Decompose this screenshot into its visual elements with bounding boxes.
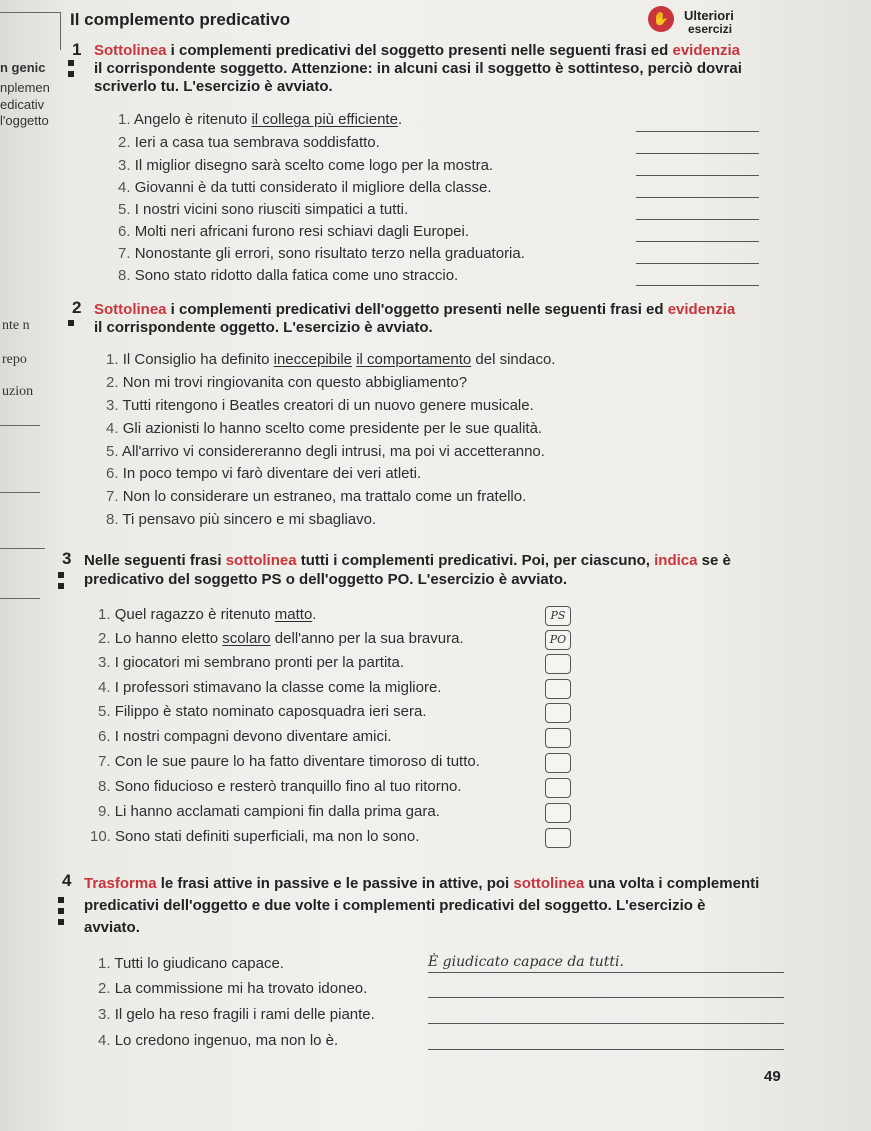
- difficulty-dot: [58, 897, 64, 903]
- instruction-line: predicativo del soggetto PS o dell'oggetto PO. L'esercizio è avviato.: [84, 571, 568, 588]
- exercise-item: 9. Li hanno acclamati campioni fin dalla prima gara.: [98, 803, 440, 820]
- exercise-item: 6. Molti neri africani furono resi schiavi dagli Europei.: [118, 223, 470, 240]
- answer-line[interactable]: [636, 263, 759, 264]
- answer-line[interactable]: [636, 153, 759, 154]
- answer-line[interactable]: [428, 1023, 784, 1024]
- exercise-item: 1. Tutti lo giudicano capace.: [98, 955, 284, 972]
- answer-box[interactable]: [545, 654, 571, 674]
- answer-line[interactable]: [636, 285, 759, 286]
- exercise-item: 2. Non mi trovi ringiovanita con questo abbigliamento?: [106, 374, 468, 391]
- exercise-item: 1. Angelo è ritenuto il collega più efficiente.: [118, 111, 403, 128]
- exercise-item: 6. In poco tempo vi farò diventare dei veri atleti.: [106, 465, 422, 482]
- answer-box[interactable]: PS: [545, 606, 571, 626]
- instruction-line: Sottolinea i complementi predicativi del soggetto presenti nelle seguenti frasi ed evidenzia: [94, 42, 741, 59]
- instruction-line: Sottolinea i complementi predicativi dell'oggetto presenti nelle seguenti frasi ed evidenzia: [94, 301, 736, 318]
- margin-fragment: edicativ: [0, 97, 45, 112]
- answer-line[interactable]: [636, 197, 759, 198]
- exercise-number: 4: [62, 871, 72, 890]
- margin-fragment: uzion: [2, 384, 34, 399]
- difficulty-dot: [58, 919, 64, 925]
- answer-line[interactable]: [428, 1049, 784, 1050]
- margin-fragment: n genic: [0, 60, 46, 75]
- exercise-item: 8. Sono stato ridotto dalla fatica come uno straccio.: [118, 267, 459, 284]
- answer-line[interactable]: [428, 997, 784, 998]
- exercise-item: 7. Non lo considerare un estraneo, ma trattalo come un fratello.: [106, 488, 527, 505]
- margin-fragment: nte n: [2, 318, 30, 333]
- difficulty-dot: [68, 71, 74, 77]
- answer-box[interactable]: PO: [545, 630, 571, 650]
- exercise-item: 5. I nostri vicini sono riusciti simpatici a tutti.: [118, 201, 409, 218]
- margin-fragment: l'oggetto: [0, 113, 49, 128]
- exercise-item: 1. Il Consiglio ha definito ineccepibile il comportamento del sindaco.: [106, 351, 556, 368]
- difficulty-dot: [68, 320, 74, 326]
- margin-fragment: nplemen: [0, 80, 50, 95]
- instruction-line: scriverlo tu. L'esercizio è avviato.: [94, 78, 333, 95]
- exercise-item: 4. I professori stimavano la classe come la migliore.: [98, 679, 442, 696]
- answer-box[interactable]: [545, 828, 571, 848]
- exercise-item: 2. La commissione mi ha trovato idoneo.: [98, 980, 368, 997]
- difficulty-dot: [58, 908, 64, 914]
- page-number: 49: [764, 1068, 781, 1085]
- exercise-item: 4. Lo credono ingenuo, ma non lo è.: [98, 1032, 339, 1049]
- margin-rule: [0, 425, 40, 426]
- instruction-line: avviato.: [84, 919, 140, 936]
- exercise-item: 4. Giovanni è da tutti considerato il migliore della classe.: [118, 179, 492, 196]
- exercise-item: 5. Filippo è stato nominato caposquadra ieri sera.: [98, 703, 427, 720]
- margin-rule: [60, 12, 61, 50]
- answer-line[interactable]: [636, 219, 759, 220]
- exercise-item: 3. Il miglior disegno sarà scelto come logo per la mostra.: [118, 157, 494, 174]
- answer-box[interactable]: [545, 679, 571, 699]
- handwritten-answer: È giudicato capace da tutti.: [428, 954, 624, 970]
- answer-line[interactable]: [636, 175, 759, 176]
- exercise-number: 2: [72, 298, 82, 317]
- extra-exercises-badge: [648, 6, 758, 36]
- answer-box[interactable]: [545, 778, 571, 798]
- answer-line[interactable]: [636, 131, 759, 132]
- hand-icon: ✋: [648, 6, 674, 32]
- exercise-item: 7. Con le sue paure lo ha fatto diventare timoroso di tutto.: [98, 753, 480, 770]
- exercise-item: 7. Nonostante gli errori, sono risultato terzo nella graduatoria.: [118, 245, 525, 262]
- exercise-number: 3: [62, 549, 72, 568]
- page-title: Il complemento predicativo: [70, 10, 291, 29]
- exercise-item: 2. Lo hanno eletto scolaro dell'anno per la sua bravura.: [98, 630, 464, 647]
- instruction-line: Trasforma le frasi attive in passive e le passive in attive, poi sottolinea una volta i complementi: [84, 875, 760, 892]
- instruction-line: predicativi dell'oggetto e due volte i complementi predicativi del soggetto. L'esercizio è: [84, 897, 706, 914]
- exercise-item: 8. Ti pensavo più sincero e mi sbagliavo.: [106, 511, 377, 528]
- difficulty-dot: [58, 572, 64, 578]
- exercise-item: 3. Il gelo ha reso fragili i rami delle piante.: [98, 1006, 375, 1023]
- answer-line[interactable]: [636, 241, 759, 242]
- answer-box[interactable]: [545, 753, 571, 773]
- exercise-item: 10. Sono stati definiti superficiali, ma non lo sono.: [90, 828, 420, 845]
- margin-rule: [0, 12, 60, 13]
- exercise-item: 6. I nostri compagni devono diventare amici.: [98, 728, 392, 745]
- margin-rule: [0, 548, 45, 549]
- exercise-item: 8. Sono fiducioso e resterò tranquillo fino al tuo ritorno.: [98, 778, 462, 795]
- instruction-line: il corrispondente soggetto. Attenzione: in alcuni casi il soggetto è sottinteso, perciò dovrai: [94, 60, 742, 77]
- margin-rule: [0, 492, 40, 493]
- exercise-item: 5. All'arrivo vi considereranno degli intrusi, ma poi vi accetteranno.: [106, 443, 545, 460]
- exercise-number: 1: [72, 40, 82, 59]
- badge-label-line1: Ulteriori: [684, 8, 734, 23]
- answer-box[interactable]: [545, 728, 571, 748]
- exercise-item: 4. Gli azionisti lo hanno scelto come presidente per le sue qualità.: [106, 420, 543, 437]
- badge-label-line2: esercizi: [688, 22, 733, 36]
- answer-box[interactable]: [545, 703, 571, 723]
- instruction-line: Nelle seguenti frasi sottolinea tutti i complementi predicativi. Poi, per ciascuno, indica se è: [84, 552, 731, 569]
- exercise-item: 3. I giocatori mi sembrano pronti per la partita.: [98, 654, 404, 671]
- exercise-item: 1. Quel ragazzo è ritenuto matto.: [98, 606, 317, 623]
- exercise-item: 2. Ieri a casa tua sembrava soddisfatto.: [118, 134, 380, 151]
- exercise-item: 3. Tutti ritengono i Beatles creatori di un nuovo genere musicale.: [106, 397, 534, 414]
- margin-fragment: repo: [2, 352, 27, 367]
- answer-line[interactable]: [428, 972, 784, 973]
- difficulty-dot: [58, 583, 64, 589]
- instruction-line: il corrispondente oggetto. L'esercizio è avviato.: [94, 319, 433, 336]
- answer-box[interactable]: [545, 803, 571, 823]
- margin-rule: [0, 598, 40, 599]
- difficulty-dot: [68, 60, 74, 66]
